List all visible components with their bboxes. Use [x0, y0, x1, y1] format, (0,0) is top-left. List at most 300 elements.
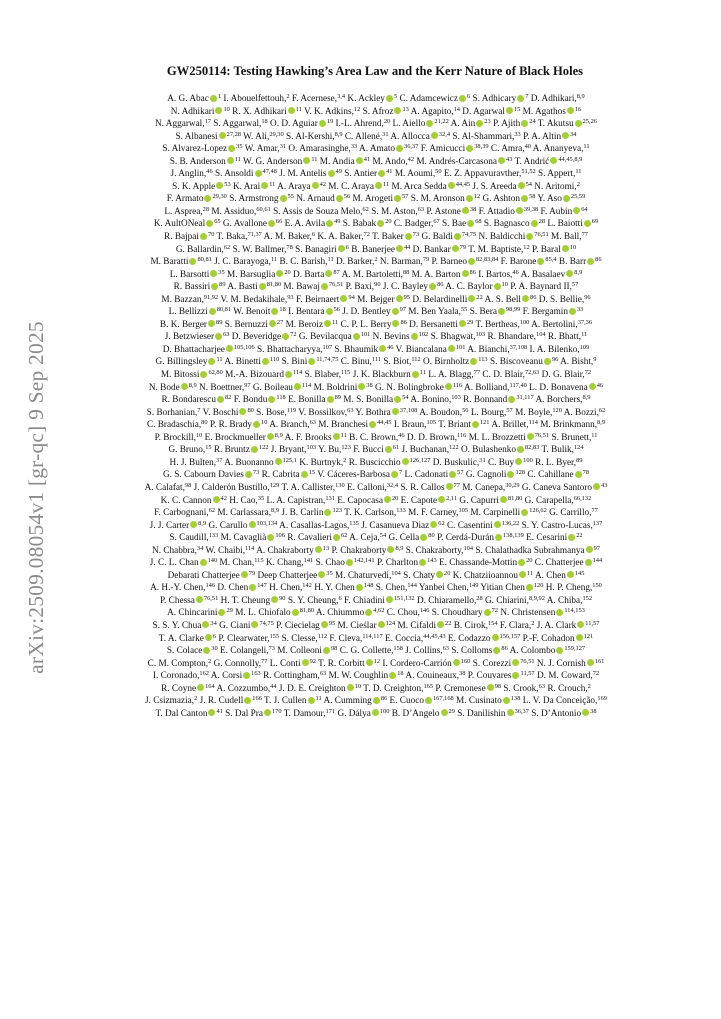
orcid-icon[interactable] — [476, 120, 483, 127]
affiliation-superscript: 20 — [391, 494, 399, 502]
orcid-icon[interactable] — [385, 446, 392, 453]
orcid-icon[interactable] — [218, 609, 225, 616]
orcid-icon[interactable] — [308, 697, 315, 704]
orcid-icon[interactable] — [445, 383, 452, 390]
orcid-icon[interactable] — [412, 371, 419, 378]
orcid-icon[interactable] — [462, 207, 469, 214]
author-name: M. Barsuglia — [227, 269, 276, 280]
author — [155, 709, 222, 719]
orcid-icon[interactable] — [378, 621, 385, 628]
affiliation-superscript: 136,22 — [501, 519, 520, 527]
orcid-icon[interactable] — [340, 295, 347, 302]
orcid-icon[interactable] — [356, 157, 363, 164]
affiliation-superscript: 161 — [594, 657, 605, 665]
affiliation-superscript: 86 — [380, 695, 388, 703]
orcid-icon[interactable] — [566, 270, 573, 277]
orcid-icon[interactable] — [582, 709, 589, 716]
orcid-icon[interactable] — [498, 157, 505, 164]
author-name: A. Branch, — [269, 420, 310, 431]
orcid-icon[interactable] — [519, 571, 526, 578]
orcid-icon[interactable] — [211, 283, 218, 290]
orcid-icon[interactable] — [503, 697, 510, 704]
orcid-icon[interactable] — [441, 709, 448, 716]
orcid-icon[interactable] — [288, 107, 295, 114]
author — [485, 295, 537, 305]
orcid-icon[interactable] — [586, 546, 593, 553]
orcid-icon[interactable] — [487, 684, 494, 691]
author-line — [70, 244, 682, 257]
author — [153, 621, 217, 631]
orcid-icon[interactable] — [405, 233, 412, 240]
affiliation-superscript: 76,51 — [520, 657, 535, 665]
orcid-icon[interactable] — [521, 195, 528, 202]
orcid-icon[interactable] — [584, 220, 591, 227]
orcid-icon[interactable] — [377, 220, 384, 227]
orcid-icon[interactable] — [217, 396, 224, 403]
affiliation-superscript: 25,26 — [582, 117, 597, 125]
orcid-icon[interactable] — [537, 258, 544, 265]
author-name: D. Belardinelli — [412, 294, 468, 305]
author-name: A. G. Abac — [167, 94, 209, 104]
orcid-icon[interactable] — [301, 471, 308, 478]
orcid-icon[interactable] — [386, 95, 393, 102]
orcid-icon[interactable] — [438, 496, 445, 503]
orcid-icon[interactable] — [468, 295, 475, 302]
author-line — [70, 708, 682, 721]
author — [421, 144, 489, 154]
author — [296, 295, 355, 305]
author-name: J. Csizmazia, — [145, 696, 195, 707]
orcid-icon[interactable] — [200, 371, 207, 378]
orcid-icon[interactable] — [200, 233, 207, 240]
orcid-icon[interactable] — [512, 659, 519, 666]
orcid-icon[interactable] — [253, 421, 260, 428]
author-name: N. Bevins — [372, 332, 410, 343]
affiliation-superscript: 100 — [523, 456, 533, 464]
author — [318, 445, 351, 455]
orcid-icon[interactable] — [394, 396, 401, 403]
orcid-icon[interactable] — [527, 433, 534, 440]
affiliation-superscript: 142,141 — [353, 557, 375, 565]
author — [256, 546, 329, 556]
orcid-icon[interactable] — [249, 521, 256, 528]
orcid-icon[interactable] — [251, 621, 258, 628]
affiliation-superscript: 11 — [527, 569, 534, 577]
affiliation-superscript: 11 — [216, 356, 223, 364]
affiliation-superscript: 162 — [199, 669, 209, 677]
orcid-icon[interactable] — [562, 132, 569, 139]
orcid-icon[interactable] — [576, 634, 583, 641]
orcid-icon[interactable] — [315, 546, 322, 553]
orcid-icon[interactable] — [425, 697, 432, 704]
orcid-icon[interactable] — [506, 107, 513, 114]
orcid-icon[interactable] — [285, 371, 292, 378]
orcid-icon[interactable] — [276, 270, 283, 277]
affiliation-superscript: 81,80 — [266, 281, 282, 289]
orcid-icon[interactable] — [378, 170, 385, 177]
orcid-icon[interactable] — [318, 571, 325, 578]
orcid-icon[interactable] — [356, 584, 363, 591]
affiliation-superscript: 148 — [363, 582, 374, 590]
author — [245, 144, 286, 154]
orcid-icon[interactable] — [244, 697, 251, 704]
orcid-icon[interactable] — [563, 195, 570, 202]
orcid-icon[interactable] — [468, 258, 475, 265]
orcid-icon[interactable] — [346, 559, 353, 566]
orcid-icon[interactable] — [587, 659, 594, 666]
orcid-icon[interactable] — [245, 471, 252, 478]
orcid-icon[interactable] — [453, 659, 460, 666]
orcid-icon[interactable] — [243, 672, 250, 679]
author-name: P. R. Brady — [209, 420, 253, 431]
orcid-icon[interactable] — [459, 320, 466, 327]
author — [347, 94, 397, 104]
orcid-icon[interactable] — [303, 157, 310, 164]
orcid-icon[interactable] — [396, 245, 403, 252]
orcid-icon[interactable] — [204, 195, 211, 202]
author-line — [70, 607, 682, 620]
affiliation-superscript: 2 — [576, 180, 580, 188]
author-name: E. Cuoco — [389, 696, 424, 707]
author — [437, 533, 524, 543]
author — [150, 521, 207, 531]
author — [479, 207, 539, 217]
orcid-icon[interactable] — [569, 308, 576, 315]
orcid-icon[interactable] — [323, 647, 330, 654]
orcid-icon[interactable] — [312, 182, 319, 189]
orcid-icon[interactable] — [324, 509, 331, 516]
affiliation-superscript: 41 — [363, 155, 371, 163]
author-name: Y. Aso — [537, 194, 562, 205]
orcid-icon[interactable] — [567, 107, 574, 114]
orcid-icon[interactable] — [454, 233, 461, 240]
orcid-icon[interactable] — [271, 596, 278, 603]
orcid-icon[interactable] — [462, 270, 469, 277]
orcid-icon[interactable] — [484, 609, 491, 616]
author-name: G. Avallone — [222, 219, 267, 230]
orcid-icon[interactable] — [573, 207, 580, 214]
orcid-icon[interactable] — [282, 333, 289, 340]
orcid-icon[interactable] — [449, 471, 456, 478]
orcid-icon[interactable] — [507, 471, 514, 478]
orcid-icon[interactable] — [267, 534, 274, 541]
orcid-icon[interactable] — [208, 709, 215, 716]
orcid-icon[interactable] — [336, 195, 343, 202]
orcid-icon[interactable] — [587, 258, 594, 265]
orcid-icon[interactable] — [319, 120, 326, 127]
orcid-icon[interactable] — [294, 383, 301, 390]
orcid-icon[interactable] — [411, 333, 418, 340]
orcid-icon[interactable] — [241, 571, 248, 578]
affiliation-superscript: 31 — [279, 143, 287, 150]
orcid-icon[interactable] — [437, 621, 444, 628]
orcid-icon[interactable] — [261, 182, 268, 189]
affiliation-superscript: 11 — [295, 105, 302, 113]
orcid-icon[interactable] — [216, 182, 223, 189]
orcid-icon[interactable] — [550, 157, 557, 164]
orcid-icon[interactable] — [205, 634, 212, 641]
author-name: B. D’Angelo — [391, 708, 440, 719]
orcid-icon[interactable] — [268, 220, 275, 227]
orcid-icon[interactable] — [470, 358, 477, 365]
orcid-icon[interactable] — [325, 270, 332, 277]
orcid-icon[interactable] — [394, 195, 401, 202]
orcid-icon[interactable] — [202, 621, 209, 628]
orcid-icon[interactable] — [498, 308, 505, 315]
orcid-icon[interactable] — [206, 220, 213, 227]
affiliation-superscript: 166 — [252, 695, 262, 703]
orcid-icon[interactable] — [394, 107, 401, 114]
orcid-icon[interactable] — [466, 145, 473, 152]
orcid-icon[interactable] — [228, 145, 235, 152]
orcid-icon[interactable] — [446, 483, 453, 490]
author-name: D. M. Coward, — [536, 671, 593, 682]
orcid-icon[interactable] — [459, 95, 466, 102]
author-name: G. Cagnoli — [465, 470, 507, 481]
author — [153, 671, 209, 681]
orcid-icon[interactable] — [271, 308, 278, 315]
orcid-icon[interactable] — [472, 421, 479, 428]
author — [288, 307, 340, 317]
author-name: S. Chaty — [403, 570, 436, 581]
orcid-icon[interactable] — [239, 408, 246, 415]
orcid-icon[interactable] — [507, 709, 514, 716]
affiliation-superscript: 164 — [205, 682, 215, 690]
orcid-icon[interactable] — [333, 534, 340, 541]
author — [530, 345, 590, 355]
author-name: C. G. Collette, — [339, 646, 394, 657]
affiliation-superscript: 18 — [261, 117, 268, 125]
author — [216, 684, 276, 694]
orcid-icon[interactable] — [365, 609, 372, 616]
orcid-icon[interactable] — [392, 320, 399, 327]
orcid-icon[interactable] — [517, 446, 524, 453]
author — [276, 621, 335, 631]
orcid-icon[interactable] — [522, 295, 529, 302]
orcid-icon[interactable] — [521, 120, 528, 127]
orcid-icon[interactable] — [556, 647, 563, 654]
orcid-icon[interactable] — [562, 245, 569, 252]
affiliation-superscript: 53 — [224, 180, 231, 188]
orcid-icon[interactable] — [280, 195, 287, 202]
orcid-icon[interactable] — [208, 358, 215, 365]
orcid-icon[interactable] — [259, 283, 266, 290]
orcid-icon[interactable] — [189, 258, 196, 265]
affiliation-superscript: 29,30 — [269, 130, 284, 138]
orcid-icon[interactable] — [512, 672, 519, 679]
orcid-icon[interactable] — [275, 458, 282, 465]
orcid-icon[interactable] — [227, 157, 234, 164]
affiliation-superscript: 46 — [387, 343, 394, 351]
orcid-icon[interactable] — [419, 559, 426, 566]
author-name: S. Y. Castro-Lucas, — [521, 520, 593, 531]
orcid-icon[interactable] — [215, 333, 222, 340]
orcid-icon[interactable] — [492, 634, 499, 641]
orcid-icon[interactable] — [430, 521, 437, 528]
author-name: R. Bondarescu — [161, 395, 216, 406]
orcid-icon[interactable] — [391, 471, 398, 478]
orcid-icon[interactable] — [402, 458, 409, 465]
orcid-icon[interactable] — [396, 295, 403, 302]
author-name: M. Bazzan, — [161, 294, 204, 305]
orcid-icon[interactable] — [197, 684, 204, 691]
author-name: J. C. Bayley — [382, 282, 429, 293]
orcid-icon[interactable] — [372, 709, 379, 716]
orcid-icon[interactable] — [379, 345, 386, 352]
orcid-icon[interactable] — [396, 145, 403, 152]
orcid-icon[interactable] — [544, 358, 551, 365]
affiliation-superscript: 7 — [398, 469, 403, 477]
orcid-icon[interactable] — [493, 647, 500, 654]
author-name: I. Abouelfettouh, — [223, 94, 287, 104]
orcid-icon[interactable] — [251, 446, 258, 453]
orcid-icon[interactable] — [556, 609, 563, 616]
orcid-icon[interactable] — [386, 596, 393, 603]
orcid-icon[interactable] — [333, 433, 340, 440]
orcid-icon[interactable] — [327, 396, 334, 403]
orcid-icon[interactable] — [567, 571, 574, 578]
author — [243, 132, 284, 142]
orcid-icon[interactable] — [181, 383, 188, 390]
author-line — [70, 495, 682, 508]
orcid-icon[interactable] — [426, 120, 433, 127]
orcid-icon[interactable] — [521, 509, 528, 516]
orcid-icon[interactable] — [324, 320, 331, 327]
orcid-icon[interactable] — [249, 584, 256, 591]
author-name: J. R. Cudell — [199, 696, 244, 707]
orcid-icon[interactable] — [517, 95, 524, 102]
orcid-icon[interactable] — [431, 132, 438, 139]
author-name: R. Bajpai — [164, 232, 199, 243]
orcid-icon[interactable] — [210, 95, 217, 102]
orcid-icon[interactable] — [516, 207, 523, 214]
orcid-icon[interactable] — [302, 659, 309, 666]
orcid-icon[interactable] — [268, 396, 275, 403]
orcid-icon[interactable] — [209, 308, 216, 315]
orcid-icon[interactable] — [518, 559, 525, 566]
orcid-icon[interactable] — [420, 534, 427, 541]
orcid-icon[interactable] — [326, 220, 333, 227]
author-name: L. A. Blagg, — [428, 370, 474, 381]
orcid-icon[interactable] — [495, 534, 502, 541]
author-name: D. Bankar — [412, 244, 451, 255]
author-name: A. Ain — [450, 119, 476, 130]
affiliation-superscript: 33 — [576, 306, 584, 314]
orcid-icon[interactable] — [387, 546, 394, 553]
orcid-icon[interactable] — [215, 107, 222, 114]
author — [464, 383, 527, 393]
affiliation-superscript: 11 — [270, 255, 278, 263]
orcid-icon[interactable] — [226, 345, 233, 352]
orcid-icon[interactable] — [308, 358, 315, 365]
author-line — [70, 256, 682, 269]
orcid-icon[interactable] — [190, 521, 197, 528]
orcid-icon[interactable] — [373, 697, 380, 704]
orcid-icon[interactable] — [262, 358, 269, 365]
affiliation-superscript: 2 — [194, 695, 198, 703]
affiliation-superscript: 82 — [224, 393, 232, 401]
affiliation-superscript: 73 — [412, 230, 420, 238]
orcid-icon[interactable] — [436, 571, 443, 578]
affiliation-superscript: 110 — [269, 356, 280, 364]
author-name: C. D. Blair, — [482, 370, 525, 381]
orcid-icon[interactable] — [392, 408, 399, 415]
orcid-icon[interactable] — [353, 333, 360, 340]
author — [155, 433, 203, 443]
orcid-icon[interactable] — [575, 471, 582, 478]
orcid-icon[interactable] — [585, 559, 592, 566]
affiliation-superscript: 34 — [570, 130, 577, 138]
orcid-icon[interactable] — [321, 283, 328, 290]
orcid-icon[interactable] — [267, 433, 274, 440]
author-name: K. Chatziioannou — [452, 570, 519, 581]
orcid-icon[interactable] — [347, 684, 354, 691]
orcid-icon[interactable] — [200, 559, 207, 566]
orcid-icon[interactable] — [500, 496, 507, 503]
orcid-icon[interactable] — [321, 621, 328, 628]
orcid-icon[interactable] — [448, 182, 455, 189]
author — [521, 270, 583, 280]
orcid-icon[interactable] — [494, 521, 501, 528]
orcid-icon[interactable] — [338, 245, 345, 252]
orcid-icon[interactable] — [568, 534, 575, 541]
orcid-icon[interactable] — [392, 308, 399, 315]
orcid-icon[interactable] — [375, 182, 382, 189]
orcid-icon[interactable] — [208, 320, 215, 327]
orcid-icon[interactable] — [531, 220, 538, 227]
orcid-icon[interactable] — [429, 283, 436, 290]
orcid-icon[interactable] — [575, 120, 582, 127]
affiliation-superscript: 42 — [319, 180, 326, 188]
orcid-icon[interactable] — [577, 621, 584, 628]
orcid-icon[interactable] — [328, 170, 335, 177]
orcid-icon[interactable] — [196, 596, 203, 603]
affiliation-superscript: 31 — [382, 130, 389, 138]
orcid-icon[interactable] — [508, 396, 515, 403]
orcid-icon[interactable] — [255, 170, 262, 177]
orcid-icon[interactable] — [589, 383, 596, 390]
orcid-icon[interactable] — [494, 283, 501, 290]
author — [531, 94, 585, 104]
orcid-icon[interactable] — [515, 458, 522, 465]
orcid-icon[interactable] — [526, 233, 533, 240]
orcid-icon[interactable] — [219, 132, 226, 139]
orcid-icon[interactable] — [384, 496, 391, 503]
orcid-icon[interactable] — [326, 308, 333, 315]
orcid-icon[interactable] — [389, 672, 396, 679]
author-name: A. Amato — [359, 144, 396, 155]
orcid-icon[interactable] — [269, 320, 276, 327]
orcid-icon[interactable] — [358, 383, 365, 390]
author — [535, 571, 584, 581]
orcid-icon[interactable] — [292, 609, 299, 616]
orcid-icon[interactable] — [213, 496, 220, 503]
orcid-icon[interactable] — [452, 245, 459, 252]
orcid-icon[interactable] — [264, 709, 271, 716]
orcid-icon[interactable] — [526, 584, 533, 591]
affiliation-superscript: 2,11 — [446, 494, 458, 502]
orcid-icon[interactable] — [210, 270, 217, 277]
author — [472, 182, 532, 192]
orcid-icon[interactable] — [369, 421, 376, 428]
orcid-icon[interactable] — [593, 483, 600, 490]
orcid-icon[interactable] — [448, 345, 455, 352]
orcid-icon[interactable] — [366, 659, 373, 666]
orcid-icon[interactable] — [518, 182, 525, 189]
orcid-icon[interactable] — [203, 647, 210, 654]
orcid-icon[interactable] — [467, 220, 474, 227]
orcid-icon[interactable] — [466, 195, 473, 202]
